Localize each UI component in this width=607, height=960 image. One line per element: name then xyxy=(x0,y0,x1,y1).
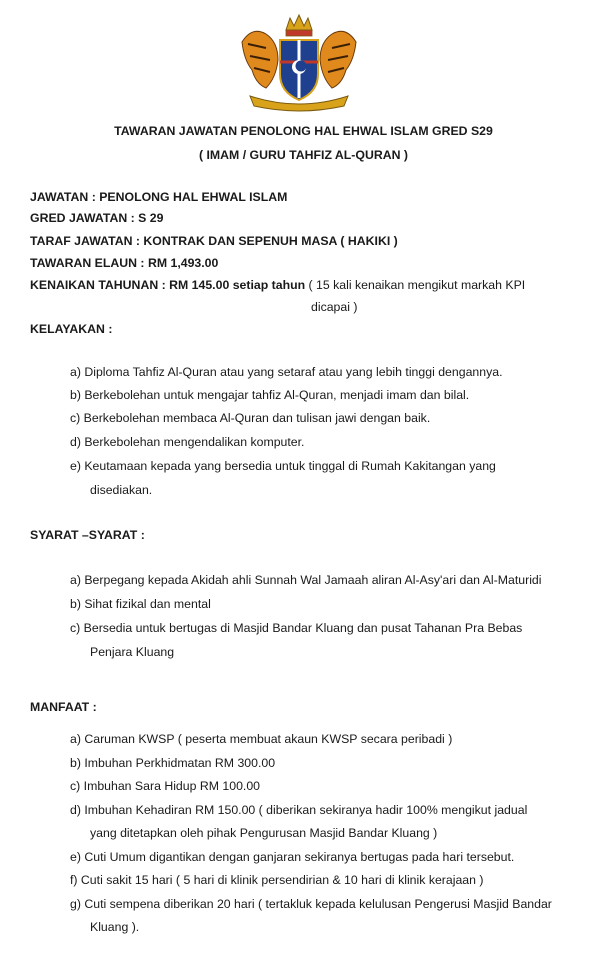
document-title: TAWARAN JAWATAN PENOLONG HAL EHWAL ISLAM GRED S29 xyxy=(114,124,493,138)
kelayakan-item: b) Berkebolehan untuk mengajar tahfiz Al-Quran, menjadi imam dan bilal. xyxy=(70,388,470,402)
syarat-item: b) Sihat fizikal dan mental xyxy=(70,597,211,611)
jawatan-line: JAWATAN : PENOLONG HAL EHWAL ISLAM xyxy=(30,190,288,204)
syarat-item: c) Bersedia untuk bertugas di Masjid Bandar Kluang dan pusat Tahanan Pra Bebas xyxy=(70,621,523,635)
kelayakan-item-cont: disediakan. xyxy=(90,483,153,497)
manfaat-item: d) Imbuhan Kehadiran RM 150.00 ( diberikan sekiranya hadir 100% mengikut jadual xyxy=(70,803,528,817)
kelayakan-heading: KELAYAKAN : xyxy=(30,322,113,336)
kelayakan-item: d) Berkebolehan mengendalikan komputer. xyxy=(70,435,305,449)
kenaikan-note: ( 15 kali kenaikan mengikut markah KPI xyxy=(305,278,526,292)
manfaat-item: c) Imbuhan Sara Hidup RM 100.00 xyxy=(70,779,261,793)
manfaat-item-cont: yang ditetapkan oleh pihak Pengurusan Masjid Bandar Kluang ) xyxy=(90,826,438,840)
kenaikan-line xyxy=(30,277,525,293)
kelayakan-item: e) Keutamaan kepada yang bersedia untuk tinggal di Rumah Kakitangan yang xyxy=(70,459,496,473)
syarat-item: a) Berpegang kepada Akidah ahli Sunnah Wal Jamaah aliran Al-Asy'ari dan Al-Maturidi xyxy=(70,573,542,587)
document-subtitle: ( IMAM / GURU TAHFIZ AL-QURAN ) xyxy=(198,148,408,162)
syarat-heading: SYARAT –SYARAT : xyxy=(30,528,145,542)
kelayakan-item: a) Diploma Tahfiz Al-Quran atau yang setaraf atau yang lebih tinggi dengannya. xyxy=(70,365,503,379)
manfaat-item: f) Cuti sakit 15 hari ( 5 hari di klinik persendirian & 10 hari di klinik kerajaan ) xyxy=(70,873,484,887)
gred-line: GRED JAWATAN : S 29 xyxy=(30,211,164,225)
manfaat-item: b) Imbuhan Perkhidmatan RM 300.00 xyxy=(70,756,276,770)
kelayakan-item: c) Berkebolehan membaca Al-Quran dan tulisan jawi dengan baik. xyxy=(70,411,431,425)
manfaat-item-cont: Kluang ). xyxy=(90,920,140,934)
elaun-line: TAWARAN ELAUN : RM 1,493.00 xyxy=(30,256,219,270)
taraf-line: TARAF JAWATAN : KONTRAK DAN SEPENUH MASA ( HAKIKI ) xyxy=(30,234,398,248)
kenaikan-label: KENAIKAN TAHUNAN : RM 145.00 setiap tahun xyxy=(30,278,306,292)
manfaat-item: e) Cuti Umum digantikan dengan ganjaran sekiranya bertugas pada hari tersebut. xyxy=(70,850,515,864)
johor-coat-of-arms-logo xyxy=(236,12,362,112)
syarat-item-cont: Penjara Kluang xyxy=(90,645,175,659)
manfaat-item: g) Cuti sempena diberikan 20 hari ( tertakluk kepada kelulusan Pengerusi Masjid Bandar xyxy=(70,897,552,911)
manfaat-item: a) Caruman KWSP ( peserta membuat akaun KWSP secara peribadi ) xyxy=(70,732,453,746)
manfaat-heading: MANFAAT : xyxy=(30,700,97,714)
kenaikan-cont: dicapai ) xyxy=(311,300,358,314)
